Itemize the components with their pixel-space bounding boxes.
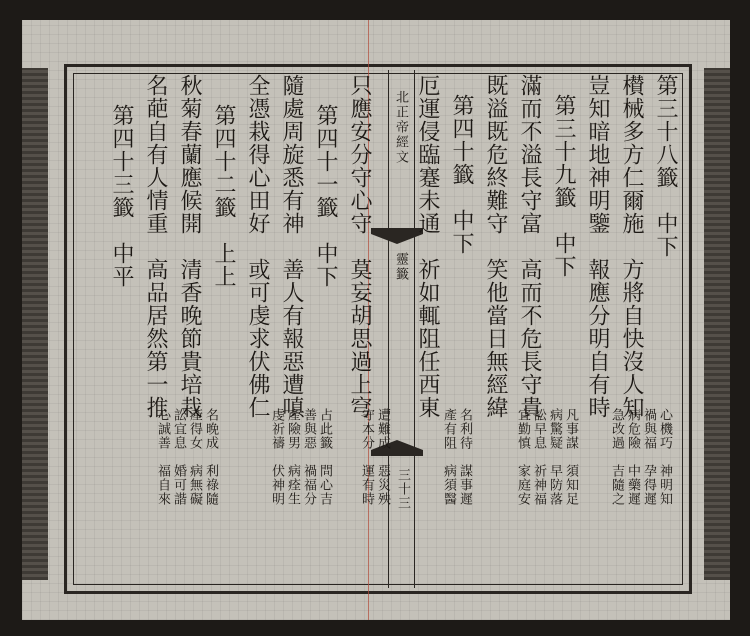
- right-page-text-column: 名利待 謀事遲: [457, 408, 472, 506]
- right-page-text-column: 病危險 中藥遲: [625, 408, 640, 506]
- left-page-text-column: 只應安分守心守 莫妄胡思過上穹: [347, 74, 372, 419]
- left-binding-edge: [22, 68, 48, 580]
- right-page-text-column: 產有阻 病須醫: [441, 408, 456, 506]
- center-section-label: 靈籤: [393, 252, 408, 282]
- right-page-text-column: 第三十九籤 中下: [551, 94, 576, 278]
- center-book-title: 北正帝經文: [393, 90, 408, 165]
- right-page-text-column: 厄運侵臨蹇未通 祈如輒阻任西東: [415, 74, 440, 419]
- right-page-text-column: 既溢既危終難守 笑他當日無經緯: [483, 74, 508, 419]
- right-binding-edge: [704, 68, 730, 580]
- right-page-text-column: 櫕械多方仁爾施 方將自快沒人知: [619, 74, 644, 419]
- left-page-text-column: 心誠善 福自來: [155, 408, 170, 506]
- right-page-text-column: 宜勤慎 家庭安: [515, 408, 530, 506]
- left-page-text-column: 產險男 病痊生: [285, 408, 300, 506]
- left-page-text-column: 訟宜息 婚可諧: [171, 408, 186, 506]
- page-number: 三十三: [395, 468, 410, 510]
- right-page-text-column: 滿而不溢長守富 高而不危長守貴: [517, 74, 542, 419]
- left-page-text-column: 隨處周旋悉有神 善人有報惡遭嗔: [279, 74, 304, 419]
- left-page-text-column: 全憑栽得心田好 或可虔求伏佛仁: [245, 74, 270, 419]
- left-page-text-column: 善與惡 禍福分: [301, 408, 316, 506]
- right-page-text-column: 心機巧 神明知: [657, 408, 672, 506]
- right-page-text-column: 豈知暗地神明鑒 報應分明自有時: [585, 74, 610, 419]
- right-page-text-column: 凡事謀 須知足: [563, 408, 578, 506]
- document-sheet: [22, 20, 730, 620]
- right-page-text-column: 急改過 吉隨之: [609, 408, 624, 506]
- left-page-text-column: 遭難成 惡災殃: [375, 408, 390, 506]
- left-page-text-column: 秋菊春蘭應候開 清香晚節貴培栽: [177, 74, 202, 419]
- right-page-text-column: 訟早息 祈神福: [531, 408, 546, 506]
- left-page-text-column: 名晚成 利祿隨: [203, 408, 218, 506]
- left-page-text-column: 守本分 運有時: [359, 408, 374, 506]
- left-page-text-column: 虔祈禱 伏神明: [269, 408, 284, 506]
- left-page-text-column: 占此籤 問心吉: [317, 408, 332, 506]
- right-page-text-column: 禍與福 孕得遲: [641, 408, 656, 506]
- right-page-text-column: 病驚疑 早防落: [547, 408, 562, 506]
- left-page-text-column: 名葩自有人情重 高品居然第一推: [143, 74, 168, 419]
- center-column-left-rule: [388, 70, 389, 588]
- right-page-text-column: 第四十籤 中下: [449, 94, 474, 255]
- right-page-text-column: 第三十八籤 中下: [653, 74, 678, 258]
- left-page-text-column: 產得女 病無礙: [187, 408, 202, 506]
- left-page-text-column: 第四十三籤 中平: [109, 104, 134, 288]
- left-page-text-column: 第四十一籤 中下: [313, 104, 338, 288]
- left-page-text-column: 第四十二籤 上上: [211, 104, 236, 288]
